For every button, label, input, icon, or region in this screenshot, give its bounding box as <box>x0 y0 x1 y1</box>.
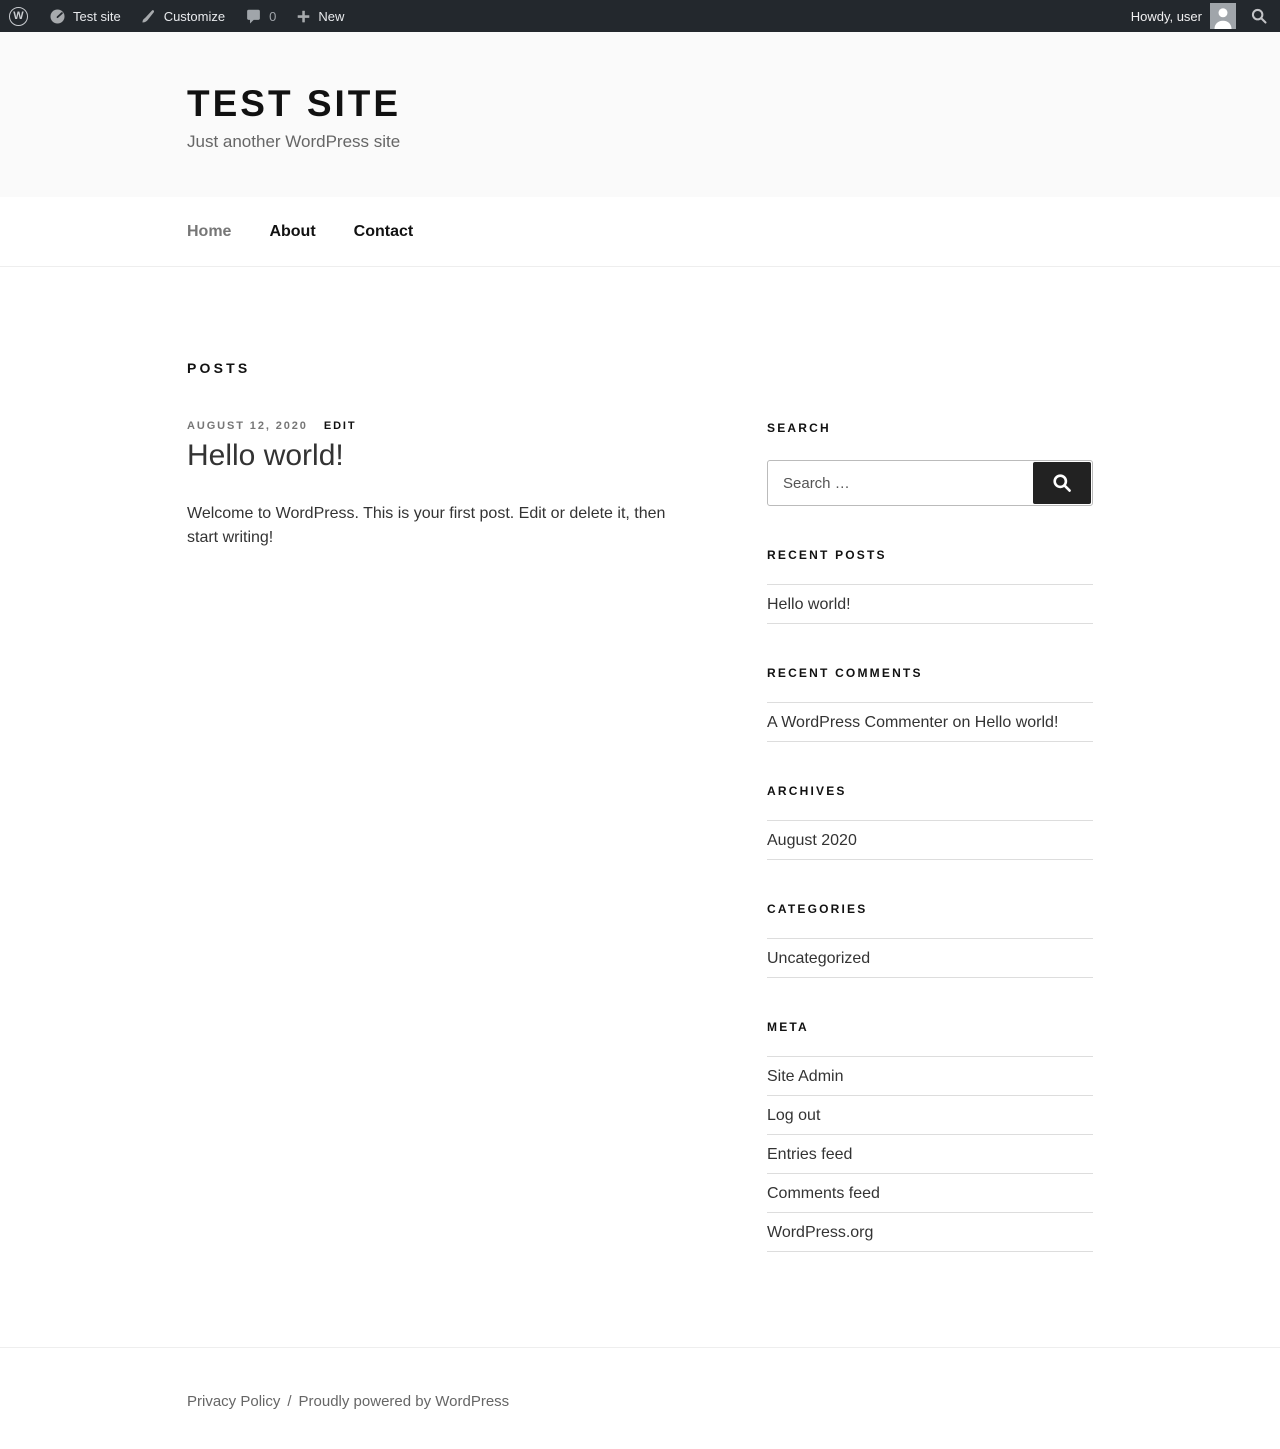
entry-content: Welcome to WordPress. This is your first post. Edit or delete it, then start writing! <box>187 505 666 546</box>
recent-comments-list <box>767 702 1093 742</box>
admin-bar-site-name[interactable] <box>39 0 131 32</box>
entry-date-link[interactable]: AUGUST 12, 2020 <box>187 420 308 432</box>
archives-widget <box>767 784 1093 860</box>
entry-edit-link[interactable]: EDIT <box>323 420 357 432</box>
meta-site-admin-link[interactable]: Site Admin <box>767 1067 844 1085</box>
search-submit-button[interactable] <box>1033 462 1091 504</box>
main-content <box>0 267 1280 1347</box>
comment-bubble-icon <box>245 8 262 25</box>
comment-on-text: on <box>952 713 971 731</box>
list-item <box>767 1057 1093 1096</box>
plus-icon <box>296 9 311 24</box>
list-item <box>767 1135 1093 1174</box>
list-item <box>767 585 1093 624</box>
category-link[interactable]: Uncategorized <box>767 949 871 967</box>
search-submit-icon <box>1050 471 1074 495</box>
footer-separator: / <box>287 1393 292 1410</box>
admin-bar-search[interactable] <box>1244 0 1280 32</box>
meta-wordpress-org-link[interactable]: WordPress.org <box>767 1223 874 1241</box>
wordpress-logo-menu[interactable] <box>0 0 39 32</box>
admin-bar-site-name-label: Test site <box>73 8 121 24</box>
site-title-link[interactable] <box>187 84 401 124</box>
admin-bar-customize[interactable] <box>131 0 235 32</box>
customize-brush-icon <box>141 8 157 24</box>
admin-bar <box>0 0 1280 32</box>
nav-item-contact[interactable]: Contact <box>353 222 414 240</box>
recent-posts-list <box>767 584 1093 624</box>
list-item <box>767 939 1093 978</box>
posts-column <box>187 360 690 550</box>
meta-list <box>767 1056 1093 1252</box>
site-branding <box>187 32 1093 197</box>
list-item <box>767 1096 1093 1135</box>
recent-posts-title: RECENT POSTS <box>767 548 887 562</box>
archive-link[interactable]: August 2020 <box>767 831 857 849</box>
main-navigation <box>0 197 1280 267</box>
admin-bar-left <box>0 0 354 32</box>
admin-bar-howdy-label: Howdy, user <box>1130 8 1202 24</box>
list-item <box>767 703 1093 742</box>
avatar <box>1210 3 1236 29</box>
archives-title: ARCHIVES <box>767 784 847 798</box>
dashboard-gauge-icon <box>49 8 66 25</box>
meta-title: META <box>767 1020 809 1034</box>
categories-title: CATEGORIES <box>767 902 868 916</box>
comment-post-link[interactable]: Hello world! <box>974 713 1059 731</box>
list-item <box>767 821 1093 860</box>
entry-meta <box>187 420 690 432</box>
wordpress-logo-icon: W <box>9 7 28 26</box>
site-header <box>0 32 1280 197</box>
list-item <box>767 1174 1093 1213</box>
search-icon <box>1250 7 1268 25</box>
search-form <box>767 460 1093 506</box>
site-tagline: Just another WordPress site <box>187 132 401 151</box>
sidebar <box>767 421 1093 1252</box>
nav-item-about[interactable]: About <box>269 222 316 240</box>
meta-entries-feed-link[interactable]: Entries feed <box>767 1145 853 1163</box>
recent-comments-title: RECENT COMMENTS <box>767 666 923 680</box>
admin-bar-new-label: New <box>318 8 345 24</box>
admin-bar-new[interactable] <box>286 0 354 32</box>
categories-list <box>767 938 1093 978</box>
recent-post-link[interactable]: Hello world! <box>767 595 851 613</box>
meta-widget <box>767 1020 1093 1252</box>
admin-bar-customize-label: Customize <box>163 8 226 24</box>
powered-by-link[interactable]: Proudly powered by WordPress <box>298 1393 510 1410</box>
admin-bar-right <box>1123 0 1280 32</box>
admin-bar-comments[interactable] <box>235 0 286 32</box>
search-widget <box>767 421 1093 506</box>
posts-section-title: POSTS <box>187 360 251 376</box>
recent-posts-widget <box>767 548 1093 624</box>
admin-bar-account[interactable] <box>1123 0 1244 32</box>
list-item <box>767 1213 1093 1252</box>
post-article <box>187 420 690 550</box>
meta-log-out-link[interactable]: Log out <box>767 1106 821 1124</box>
entry-title-link[interactable] <box>187 439 344 472</box>
privacy-policy-link[interactable]: Privacy Policy <box>187 1393 281 1410</box>
nav-item-home[interactable]: Home <box>187 222 232 240</box>
archives-list <box>767 820 1093 860</box>
recent-comments-widget <box>767 666 1093 742</box>
categories-widget <box>767 902 1093 978</box>
site-title: TEST SITE <box>187 83 402 124</box>
site-footer <box>0 1347 1280 1449</box>
admin-bar-comments-count: 0 <box>269 8 277 24</box>
meta-comments-feed-link[interactable]: Comments feed <box>767 1184 880 1202</box>
search-widget-title: SEARCH <box>767 421 831 435</box>
comment-author-link[interactable]: A WordPress Commenter <box>767 713 949 731</box>
entry-title: Hello world! <box>187 439 344 472</box>
